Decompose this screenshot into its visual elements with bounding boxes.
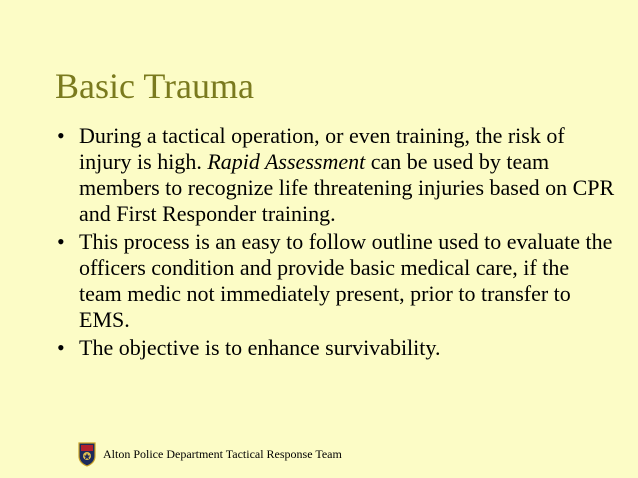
police-badge-icon xyxy=(77,441,97,467)
bullet-item-2 xyxy=(57,229,617,333)
bullet-marker: • xyxy=(57,335,65,360)
bullet-1-text-end: can be used by team members to recognize life threatening injuries based on CPR and First Responder training. xyxy=(79,149,615,226)
bullet-marker: • xyxy=(57,229,65,254)
bullet-item-3 xyxy=(57,335,617,361)
bullet-marker: • xyxy=(57,123,65,148)
slide-title: Basic Trauma xyxy=(55,66,255,106)
bullet-1-text-start: During a tactical operation, or even training, the risk of injury is high. xyxy=(79,123,565,174)
bullet-item-1 xyxy=(57,123,617,227)
footer-text: Alton Police Department Tactical Response Team xyxy=(103,447,342,461)
bullet-3-text: The objective is to enhance survivability. xyxy=(79,335,441,360)
slide-footer xyxy=(77,440,342,468)
bullet-list xyxy=(57,123,617,363)
bullet-1-emphasis: Rapid Assessment xyxy=(207,149,366,174)
bullet-2-text: This process is an easy to follow outline used to evaluate the officers condition and provide basic medical care, if the team medic not immediately present, prior to transfer to EMS. xyxy=(79,229,613,332)
